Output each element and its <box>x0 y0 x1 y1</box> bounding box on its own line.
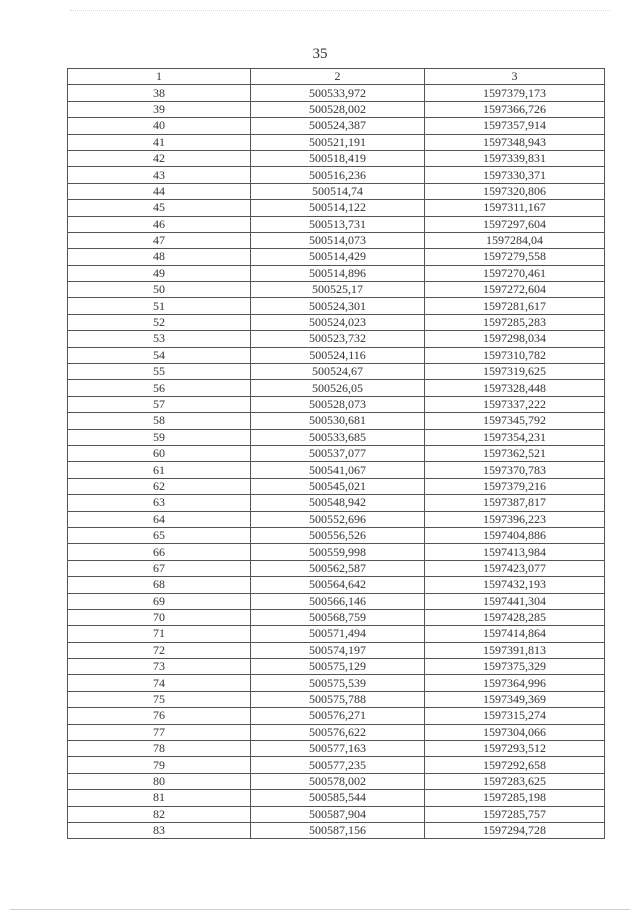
cell-x-coordinate: 500528,002 <box>251 101 425 117</box>
cell-point-number: 81 <box>68 790 251 806</box>
table-row <box>68 134 605 150</box>
cell-x-coordinate: 500568,759 <box>251 609 425 625</box>
scan-artifact-top <box>70 10 610 11</box>
page-number: 35 <box>312 46 328 62</box>
cell-y-coordinate: 1597281,617 <box>425 298 605 314</box>
cell-y-coordinate: 1597272,604 <box>425 282 605 298</box>
cell-x-coordinate: 500514,74 <box>251 183 425 199</box>
cell-y-coordinate: 1597379,173 <box>425 85 605 101</box>
cell-point-number: 62 <box>68 478 251 494</box>
cell-x-coordinate: 500585,544 <box>251 790 425 806</box>
table-row <box>68 429 605 445</box>
cell-x-coordinate: 500524,116 <box>251 347 425 363</box>
cell-point-number: 41 <box>68 134 251 150</box>
cell-point-number: 50 <box>68 282 251 298</box>
cell-x-coordinate: 500514,896 <box>251 265 425 281</box>
cell-y-coordinate: 1597391,813 <box>425 642 605 658</box>
cell-point-number: 54 <box>68 347 251 363</box>
table-row <box>68 593 605 609</box>
cell-point-number: 77 <box>68 724 251 740</box>
cell-y-coordinate: 1597370,783 <box>425 462 605 478</box>
cell-y-coordinate: 1597396,223 <box>425 511 605 527</box>
cell-y-coordinate: 1597284,04 <box>425 232 605 248</box>
cell-x-coordinate: 500526,05 <box>251 380 425 396</box>
cell-x-coordinate: 500514,122 <box>251 200 425 216</box>
table-row <box>68 445 605 461</box>
cell-point-number: 68 <box>68 577 251 593</box>
cell-point-number: 45 <box>68 200 251 216</box>
cell-y-coordinate: 1597310,782 <box>425 347 605 363</box>
cell-y-coordinate: 1597279,558 <box>425 249 605 265</box>
cell-x-coordinate: 500571,494 <box>251 626 425 642</box>
table-row <box>68 331 605 347</box>
table-row <box>68 773 605 789</box>
cell-y-coordinate: 1597423,077 <box>425 560 605 576</box>
cell-y-coordinate: 1597283,625 <box>425 773 605 789</box>
table-row <box>68 265 605 281</box>
cell-x-coordinate: 500574,197 <box>251 642 425 658</box>
table-row <box>68 462 605 478</box>
cell-x-coordinate: 500575,788 <box>251 691 425 707</box>
table-row <box>68 511 605 527</box>
cell-x-coordinate: 500524,67 <box>251 364 425 380</box>
cell-y-coordinate: 1597441,304 <box>425 593 605 609</box>
table-row <box>68 790 605 806</box>
cell-point-number: 83 <box>68 822 251 838</box>
cell-point-number: 80 <box>68 773 251 789</box>
table-row <box>68 806 605 822</box>
cell-point-number: 53 <box>68 331 251 347</box>
cell-y-coordinate: 1597432,193 <box>425 577 605 593</box>
cell-x-coordinate: 500541,067 <box>251 462 425 478</box>
cell-point-number: 67 <box>68 560 251 576</box>
table-row <box>68 347 605 363</box>
table-row <box>68 249 605 265</box>
table-row <box>68 380 605 396</box>
cell-y-coordinate: 1597339,831 <box>425 150 605 166</box>
table-row <box>68 200 605 216</box>
table-row <box>68 183 605 199</box>
table-row <box>68 167 605 183</box>
table-row <box>68 478 605 494</box>
cell-point-number: 39 <box>68 101 251 117</box>
cell-y-coordinate: 1597345,792 <box>425 413 605 429</box>
cell-y-coordinate: 1597348,943 <box>425 134 605 150</box>
cell-point-number: 47 <box>68 232 251 248</box>
cell-y-coordinate: 1597311,167 <box>425 200 605 216</box>
column-header-point: 1 <box>68 69 251 85</box>
cell-y-coordinate: 1597328,448 <box>425 380 605 396</box>
table-row <box>68 691 605 707</box>
cell-y-coordinate: 1597285,198 <box>425 790 605 806</box>
table-row <box>68 364 605 380</box>
cell-x-coordinate: 500516,236 <box>251 167 425 183</box>
table-row <box>68 822 605 838</box>
table-row <box>68 150 605 166</box>
cell-point-number: 48 <box>68 249 251 265</box>
cell-x-coordinate: 500577,163 <box>251 741 425 757</box>
cell-x-coordinate: 500514,429 <box>251 249 425 265</box>
cell-x-coordinate: 500521,191 <box>251 134 425 150</box>
cell-point-number: 52 <box>68 314 251 330</box>
cell-point-number: 56 <box>68 380 251 396</box>
cell-point-number: 76 <box>68 708 251 724</box>
cell-point-number: 66 <box>68 544 251 560</box>
cell-x-coordinate: 500564,642 <box>251 577 425 593</box>
cell-y-coordinate: 1597293,512 <box>425 741 605 757</box>
cell-y-coordinate: 1597330,371 <box>425 167 605 183</box>
cell-point-number: 72 <box>68 642 251 658</box>
table-header <box>68 69 605 85</box>
table-row <box>68 609 605 625</box>
cell-point-number: 40 <box>68 118 251 134</box>
cell-point-number: 55 <box>68 364 251 380</box>
table-row <box>68 396 605 412</box>
cell-x-coordinate: 500525,17 <box>251 282 425 298</box>
cell-y-coordinate: 1597413,984 <box>425 544 605 560</box>
cell-point-number: 43 <box>68 167 251 183</box>
table-row <box>68 216 605 232</box>
table-row <box>68 101 605 117</box>
cell-y-coordinate: 1597315,274 <box>425 708 605 724</box>
cell-y-coordinate: 1597349,369 <box>425 691 605 707</box>
table-row <box>68 413 605 429</box>
cell-x-coordinate: 500530,681 <box>251 413 425 429</box>
cell-y-coordinate: 1597319,625 <box>425 364 605 380</box>
table-row <box>68 298 605 314</box>
cell-x-coordinate: 500523,732 <box>251 331 425 347</box>
cell-point-number: 75 <box>68 691 251 707</box>
cell-x-coordinate: 500545,021 <box>251 478 425 494</box>
cell-x-coordinate: 500587,904 <box>251 806 425 822</box>
header-row <box>68 69 605 85</box>
cell-x-coordinate: 500559,998 <box>251 544 425 560</box>
cell-point-number: 69 <box>68 593 251 609</box>
cell-point-number: 49 <box>68 265 251 281</box>
cell-point-number: 64 <box>68 511 251 527</box>
cell-y-coordinate: 1597298,034 <box>425 331 605 347</box>
cell-x-coordinate: 500548,942 <box>251 495 425 511</box>
table-row <box>68 85 605 101</box>
cell-point-number: 70 <box>68 609 251 625</box>
column-header-x: 2 <box>251 69 425 85</box>
cell-y-coordinate: 1597304,066 <box>425 724 605 740</box>
cell-x-coordinate: 500518,419 <box>251 150 425 166</box>
scan-artifact-bottom <box>10 909 630 910</box>
table-row <box>68 118 605 134</box>
cell-point-number: 46 <box>68 216 251 232</box>
cell-x-coordinate: 500524,301 <box>251 298 425 314</box>
cell-point-number: 65 <box>68 527 251 543</box>
cell-x-coordinate: 500533,972 <box>251 85 425 101</box>
table-row <box>68 232 605 248</box>
cell-y-coordinate: 1597379,216 <box>425 478 605 494</box>
cell-point-number: 59 <box>68 429 251 445</box>
cell-y-coordinate: 1597285,757 <box>425 806 605 822</box>
table-row <box>68 741 605 757</box>
cell-point-number: 73 <box>68 659 251 675</box>
table-row <box>68 675 605 691</box>
cell-point-number: 74 <box>68 675 251 691</box>
cell-point-number: 58 <box>68 413 251 429</box>
cell-y-coordinate: 1597375,329 <box>425 659 605 675</box>
table-row <box>68 708 605 724</box>
table-row <box>68 642 605 658</box>
column-header-y: 3 <box>425 69 605 85</box>
cell-y-coordinate: 1597428,285 <box>425 609 605 625</box>
cell-y-coordinate: 1597387,817 <box>425 495 605 511</box>
cell-y-coordinate: 1597366,726 <box>425 101 605 117</box>
cell-y-coordinate: 1597337,222 <box>425 396 605 412</box>
cell-point-number: 61 <box>68 462 251 478</box>
cell-point-number: 51 <box>68 298 251 314</box>
cell-x-coordinate: 500562,587 <box>251 560 425 576</box>
cell-x-coordinate: 500566,146 <box>251 593 425 609</box>
table-row <box>68 560 605 576</box>
table-body <box>68 85 605 839</box>
cell-point-number: 38 <box>68 85 251 101</box>
cell-x-coordinate: 500524,023 <box>251 314 425 330</box>
table-row <box>68 495 605 511</box>
table-row <box>68 626 605 642</box>
cell-y-coordinate: 1597362,521 <box>425 445 605 461</box>
cell-x-coordinate: 500537,077 <box>251 445 425 461</box>
cell-point-number: 57 <box>68 396 251 412</box>
cell-point-number: 78 <box>68 741 251 757</box>
cell-y-coordinate: 1597297,604 <box>425 216 605 232</box>
cell-x-coordinate: 500575,129 <box>251 659 425 675</box>
cell-x-coordinate: 500513,731 <box>251 216 425 232</box>
table-row <box>68 757 605 773</box>
cell-point-number: 42 <box>68 150 251 166</box>
cell-x-coordinate: 500575,539 <box>251 675 425 691</box>
cell-point-number: 44 <box>68 183 251 199</box>
cell-x-coordinate: 500528,073 <box>251 396 425 412</box>
cell-y-coordinate: 1597364,996 <box>425 675 605 691</box>
cell-x-coordinate: 500533,685 <box>251 429 425 445</box>
cell-y-coordinate: 1597414,864 <box>425 626 605 642</box>
cell-y-coordinate: 1597270,461 <box>425 265 605 281</box>
table-row <box>68 659 605 675</box>
cell-point-number: 63 <box>68 495 251 511</box>
cell-x-coordinate: 500578,002 <box>251 773 425 789</box>
cell-x-coordinate: 500552,696 <box>251 511 425 527</box>
table-row <box>68 577 605 593</box>
cell-point-number: 82 <box>68 806 251 822</box>
cell-y-coordinate: 1597320,806 <box>425 183 605 199</box>
table-row <box>68 544 605 560</box>
table-row <box>68 724 605 740</box>
cell-x-coordinate: 500576,622 <box>251 724 425 740</box>
cell-x-coordinate: 500576,271 <box>251 708 425 724</box>
cell-y-coordinate: 1597404,886 <box>425 527 605 543</box>
cell-point-number: 79 <box>68 757 251 773</box>
cell-x-coordinate: 500577,235 <box>251 757 425 773</box>
cell-y-coordinate: 1597294,728 <box>425 822 605 838</box>
cell-point-number: 60 <box>68 445 251 461</box>
table-row <box>68 314 605 330</box>
cell-x-coordinate: 500514,073 <box>251 232 425 248</box>
cell-point-number: 71 <box>68 626 251 642</box>
cell-y-coordinate: 1597285,283 <box>425 314 605 330</box>
table-row <box>68 282 605 298</box>
coordinates-table <box>67 68 605 839</box>
cell-x-coordinate: 500524,387 <box>251 118 425 134</box>
cell-x-coordinate: 500587,156 <box>251 822 425 838</box>
cell-y-coordinate: 1597354,231 <box>425 429 605 445</box>
cell-y-coordinate: 1597292,658 <box>425 757 605 773</box>
cell-y-coordinate: 1597357,914 <box>425 118 605 134</box>
table-row <box>68 527 605 543</box>
cell-x-coordinate: 500556,526 <box>251 527 425 543</box>
